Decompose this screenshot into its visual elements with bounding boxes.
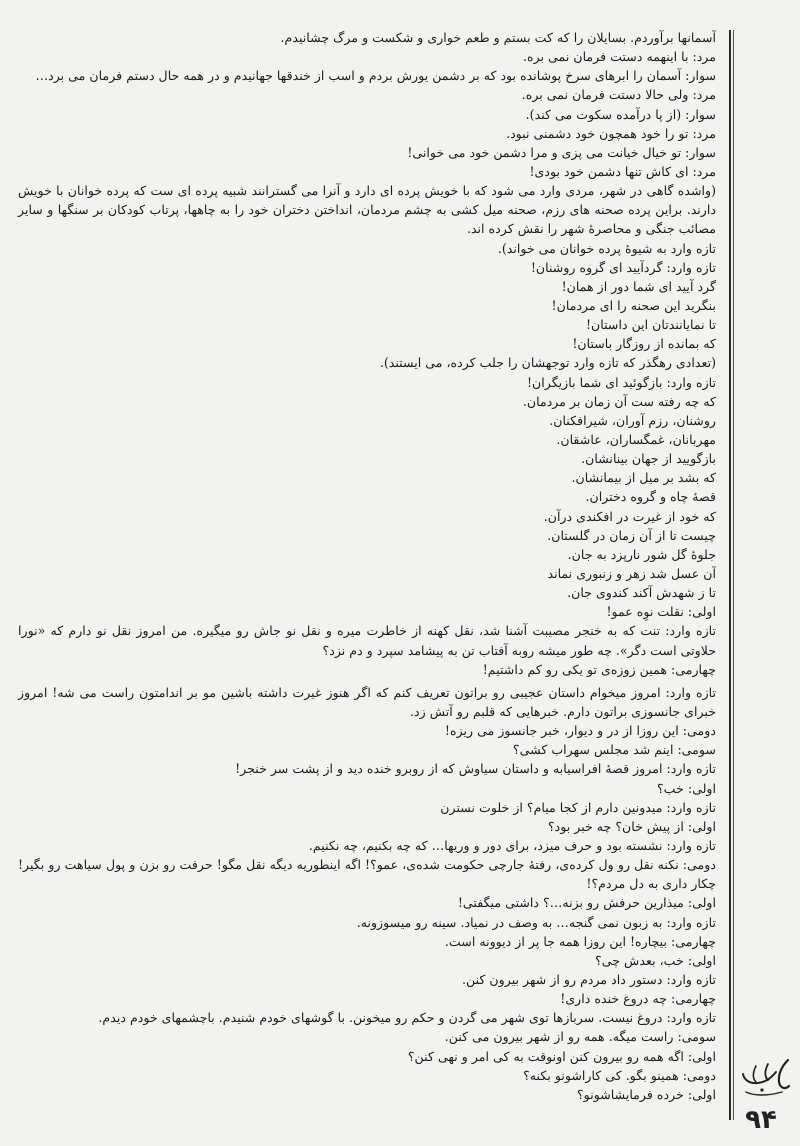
text-line: سومی: راست میگه. همه رو از شهر بیرون می کنن. xyxy=(444,1029,716,1045)
text-line: که بشد بر میل از بیمانشان. xyxy=(571,470,716,486)
text-line: مهربانان، غمگساران، عاشقان. xyxy=(556,432,716,448)
text-line: گرد آیید ای شما دور از همان! xyxy=(561,278,716,294)
text-line: که بمانده از روزگار باستان! xyxy=(572,336,716,352)
play-text xyxy=(18,28,716,1104)
text-line: که چه رفته ست آن زمان بر مردمان. xyxy=(522,393,716,409)
text-line: قصهٔ چاه و گروه دختران. xyxy=(585,489,716,505)
text-line: روشنان، رزم آوران، شیرافکنان. xyxy=(549,412,716,428)
text-line: آن عسل شد زهر و زنبوری نماند xyxy=(547,566,716,581)
text-line: تازه وارد: بازگوئید ای شما بازیگران! xyxy=(526,374,716,390)
text-line: چهارمی: بیچاره! این روزا همه جا پر از دیوونه است. xyxy=(444,933,716,949)
text-line: دومی: همینو بگو. کی کاراشونو بکنه؟ xyxy=(523,1067,716,1083)
text-line: تازه وارد: دستور داد مردم رو از شهر بیرون کنن. xyxy=(462,972,716,988)
text-line: بازگویید از جهان بینانشان. xyxy=(581,451,716,467)
text-line: تا ز شهدش آکند کندوی جان. xyxy=(567,585,716,601)
text-line: دومی: این روزا از در و دیوار، خبر جانسوز می ریزه! xyxy=(444,723,716,739)
text-line: اولی: میذارین حرفش رو بزنه…؟ داشتی میگفتی! xyxy=(457,895,716,911)
text-line: دومی: نکنه نقل رو ول کرده‌ی، رفتهٔ جارچی حکومت شده‌ی، عمو؟! اگه اینطوریه دیگه نقل مگو! حرفت رو بزن و پول سیاهت رو بگیر! چکار داری به دل مردم؟! xyxy=(18,857,716,892)
text-line: که خود از غیرت در افکندی درآن. xyxy=(543,508,716,524)
text-line: تازه وارد: نشسته بود و حرف میزد، برای دور و وریها… که چه بکنیم، چه نکنیم. xyxy=(308,838,716,854)
text-line: تا نمایانندتان این داستان! xyxy=(585,317,716,333)
text-line: مرد: ولی حالا دستت فرمان نمی بره. xyxy=(521,87,716,103)
text-line: (تعدادی رهگذر که تازه وارد توجهشان را جلب کرده، می ایستند). xyxy=(379,355,716,371)
text-line: اولی: خرده فرمایشاشونو؟ xyxy=(577,1086,716,1102)
text-line: تازه وارد: امروز قصهٔ افراسیابه و داستان سیاوش که از روبرو خنده دید و از پشت سر خنجر! xyxy=(235,761,716,777)
text-line: چهارمی: همین زوزه‌ی تو یکی رو کم داشتیم! xyxy=(482,661,716,677)
text-line: سوار: (از پا درآمده سکوت می کند). xyxy=(525,106,716,122)
text-line: سوار: آسمان را ابرهای سرخ پوشانده بود که بر دشمن یورش بردم و اسب از خندقها جهانیدم و در همه حال دستم فرمان می برد… xyxy=(35,68,716,84)
text-line: اولی: اگه همه رو بیرون کنن اونوقت به کی امر و نهی کنن؟ xyxy=(407,1048,716,1064)
text-line: (واشده گاهی در شهر، مردی وارد می شود که با خویش پرده ای دارد و آنرا می گسترانند شبیه پرده ای ست که پرده خوانان با خویش دارند. براین پرده صحنه های رزم، صحنه میل کشی به چشم مردمان، انداختن دختران خود را به چاهها، پرتاب کودکان بر سنگها و سایر مصائب جنگی و محاصرهٔ شهر را نقش کرده اند. xyxy=(18,183,716,237)
margin-rule xyxy=(729,30,731,1120)
page-number: ۹۴ xyxy=(745,1105,777,1135)
text-line: مرد: با اینهمه دستت فرمان نمی بره. xyxy=(522,49,716,65)
text-line: جلوهٔ گل شور نارپزد به جان. xyxy=(567,546,716,562)
magazine-logo xyxy=(738,1052,794,1098)
text-line: تازه وارد: تنت که به خنجر مصیبت آشنا شد، نقل کهنه از خاطرت میره و نقل نو جاش رو میگیره. من امروز نقل نو دارم که «نورا حلاوتی است دگر». چه طور میشه روبه آفتاب تن به پیشامد سپرد و دم نزد؟ xyxy=(18,623,716,658)
text-line: اولی: از پیش خان؟ چه خبر بود؟ xyxy=(547,818,716,834)
text-line: چیست تا از آن زمان در گلستان. xyxy=(547,527,716,543)
text-line: اولی: خب، بعدش چی؟ xyxy=(595,952,716,968)
text-line: سوار: تو خیال خیانت می پزی و مرا دشمن خود می خوانی! xyxy=(407,144,716,160)
text-line: اولی: خب؟ xyxy=(657,780,716,796)
text-line: چهارمی: چه دروغ خنده داری! xyxy=(560,991,716,1007)
text-line: تازه وارد: میدونین دارم از کجا میام؟ از خلوت نسترن xyxy=(440,799,716,815)
text-line: اولی: نقلت نوِه عمو! xyxy=(606,604,716,620)
kerman-logo-icon xyxy=(738,1052,794,1098)
text-line: آسمانها برآوردم. بسایلان را که کت بستم و طعم خواری و شکست و مرگ چشانیدم. xyxy=(280,30,716,45)
text-line: سومی: اینم شد مجلس سهراب کشی؟ xyxy=(512,742,716,758)
margin-rule-inner xyxy=(733,30,734,1120)
text-line: تازه وارد: به زبون نمی گنجه… به وصف در نمیاد. سینه رو میسوزونه. xyxy=(356,914,716,930)
text-line: تازه وارد به شیوهٔ پرده خوانان می خواند). xyxy=(497,240,716,256)
text-line: مرد: ای کاش تنها دشمن خود بودی! xyxy=(529,164,716,179)
text-line: تازه وارد: گردآیید ای گروه روشنان! xyxy=(530,259,716,275)
text-line: تازه وارد: امروز میخوام داستان عجیبی رو براتون تعریف کنم که اگر هنوز غیرت داشته باشین مو بر اندامتون راست می شه! امروز خبرای جانسوزی براتون دارم. خبرهایی که قلبم رو آتش زد. xyxy=(18,684,716,720)
text-line: تازه وارد: دروغ نیست. سربازها توی شهر می گردن و حکم رو میخونن. با گوشهای خودم شنیدم. باچشمهای خودم دیدم. xyxy=(98,1010,716,1026)
text-line: مرد: تو را خود همچون خود دشمنی نبود. xyxy=(506,125,716,141)
text-line: بنگرید این صحنه را ای مردمان! xyxy=(551,298,716,314)
